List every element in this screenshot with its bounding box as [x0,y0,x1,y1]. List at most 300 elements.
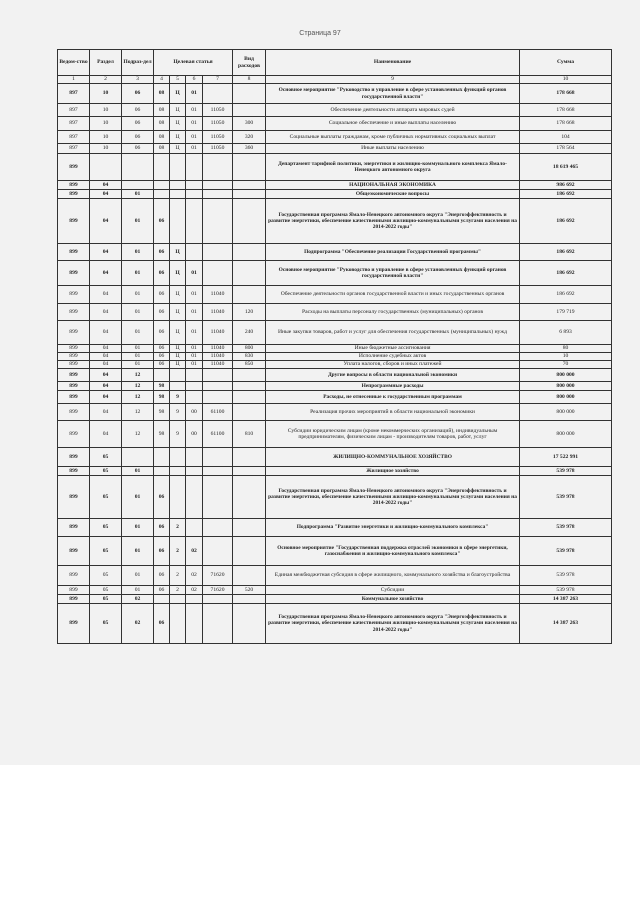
razdel-cell: 05 [90,604,122,644]
subprogram-cell: 9 [170,404,186,421]
subprogram-cell: Ц [170,361,186,369]
event-cell [186,199,203,244]
table-body [58,84,612,644]
sum-cell: 186 692 [520,261,612,286]
program-cell [154,190,170,199]
event-cell [186,244,203,261]
vid-cell [233,261,266,286]
podrazdel-cell: 12 [122,404,154,421]
name-cell: Другие вопросы в области национальной экономики [266,369,520,382]
subprogram-cell: 9 [170,421,186,448]
table-row [58,537,612,566]
page-number-label: Страница 97 [299,30,341,37]
ved-cell: 899 [58,181,90,190]
podrazdel-cell [122,154,154,181]
razdel-cell: 05 [90,448,122,467]
name-cell: Расходы на выплаты персоналу государственных (муниципальных) органов [266,304,520,321]
ved-cell: 899 [58,595,90,604]
name-cell: Государственная программа Ямало-Ненецкого автономного округа "Энергоэффективность и развитие энергетики, обеспечение качественными жилищно-коммунальными услугами населения на 2014-2022 годы" [266,476,520,519]
program-cell: 06 [154,604,170,644]
event-cell: 00 [186,421,203,448]
subprogram-cell: Ц [170,353,186,361]
ved-cell: 899 [58,519,90,537]
razdel-cell: 05 [90,467,122,476]
podrazdel-cell: 12 [122,382,154,391]
direction-cell: 11040 [203,286,233,304]
program-cell: 08 [154,117,170,131]
name-cell: Государственная программа Ямало-Ненецкого автономного округа "Энергоэффективность и развитие энергетики, обеспечение качественными жилищно-коммунальными услугами населения на 2014-2022 годы" [266,199,520,244]
subprogram-cell: 2 [170,586,186,595]
razdel-cell: 10 [90,117,122,131]
name-cell: Исполнение судебных актов [266,353,520,361]
vid-cell: 810 [233,421,266,448]
table-row [58,181,612,190]
event-cell [186,448,203,467]
table-header-row [58,50,612,76]
event-cell [186,181,203,190]
podrazdel-cell: 01 [122,199,154,244]
direction-cell [203,369,233,382]
sum-cell: 800 000 [520,391,612,404]
razdel-cell: 04 [90,345,122,353]
subprogram-cell [170,382,186,391]
ved-cell: 899 [58,199,90,244]
podrazdel-cell: 06 [122,131,154,144]
name-cell: ЖИЛИЩНО-КОММУНАЛЬНОЕ ХОЗЯЙСТВО [266,448,520,467]
sum-cell: 70 [520,361,612,369]
podrazdel-cell: 01 [122,566,154,586]
header-vid: Вид расходов [233,50,266,76]
table-row [58,595,612,604]
razdel-cell: 05 [90,537,122,566]
razdel-cell: 05 [90,476,122,519]
sum-cell: 6 893 [520,321,612,345]
program-cell [154,181,170,190]
sum-cell: 539 978 [520,467,612,476]
table-row [58,345,612,353]
podrazdel-cell: 01 [122,345,154,353]
sum-cell: 186 692 [520,244,612,261]
table-row [58,382,612,391]
sum-cell: 178 564 [520,144,612,154]
event-cell: 01 [186,117,203,131]
event-cell: 01 [186,131,203,144]
subprogram-cell [170,369,186,382]
program-cell: 06 [154,353,170,361]
sum-cell: 539 978 [520,566,612,586]
razdel-cell: 04 [90,244,122,261]
vid-cell [233,476,266,519]
ved-cell: 899 [58,261,90,286]
table-row [58,421,612,448]
name-cell: Субсидии юридическим лицам (кроме некоммерческих организаций), индивидуальным предпринимателям, физическим лицам - производителям товаров, работ, услуг [266,421,520,448]
vid-cell: 520 [233,586,266,595]
subprogram-cell: Ц [170,286,186,304]
direction-cell [203,595,233,604]
table-row [58,261,612,286]
event-cell: 01 [186,321,203,345]
vid-cell [233,519,266,537]
direction-cell: 11050 [203,117,233,131]
ved-cell: 899 [58,391,90,404]
razdel-cell: 04 [90,304,122,321]
vid-cell: 120 [233,304,266,321]
col-number: 5 [170,76,186,84]
name-cell: Основное мероприятие "Государственная поддержка отраслей экономики в сфере энергетики, газоснабжения и жилищно-коммунального комплекса" [266,537,520,566]
event-cell: 01 [186,286,203,304]
razdel-cell: 04 [90,421,122,448]
sum-cell: 14 387 263 [520,604,612,644]
event-cell [186,391,203,404]
table-row [58,586,612,595]
subprogram-cell [170,154,186,181]
program-cell: 06 [154,286,170,304]
direction-cell [203,467,233,476]
vid-cell [233,84,266,104]
subprogram-cell [170,448,186,467]
program-cell: 06 [154,199,170,244]
header-razdel: Раздел [90,50,122,76]
podrazdel-cell: 01 [122,476,154,519]
subprogram-cell: Ц [170,117,186,131]
razdel-cell: 04 [90,286,122,304]
razdel-cell: 04 [90,181,122,190]
event-cell: 01 [186,304,203,321]
subprogram-cell: 2 [170,537,186,566]
podrazdel-cell: 02 [122,604,154,644]
table-row [58,131,612,144]
podrazdel-cell: 01 [122,537,154,566]
event-cell [186,519,203,537]
name-cell: Подпрограмма "Обеспечение реализации Государственной программы" [266,244,520,261]
name-cell: Социальные выплаты гражданам, кроме публичных нормативных социальных выплат [266,131,520,144]
podrazdel-cell: 01 [122,519,154,537]
ved-cell: 899 [58,537,90,566]
subprogram-cell [170,181,186,190]
direction-cell: 11050 [203,131,233,144]
program-cell: 98 [154,421,170,448]
podrazdel-cell: 01 [122,261,154,286]
program-cell: 98 [154,404,170,421]
podrazdel-cell: 01 [122,304,154,321]
program-cell: 06 [154,537,170,566]
podrazdel-cell: 06 [122,104,154,117]
header-podrazdel: Подраз-дел [122,50,154,76]
program-cell: 06 [154,566,170,586]
name-cell: Иные выплаты населению [266,144,520,154]
ved-cell: 899 [58,353,90,361]
name-cell: Обеспечение деятельности аппарата мировых судей [266,104,520,117]
event-cell: 02 [186,586,203,595]
podrazdel-cell: 01 [122,244,154,261]
sum-cell: 800 000 [520,382,612,391]
event-cell [186,467,203,476]
podrazdel-cell: 01 [122,361,154,369]
subprogram-cell: Ц [170,144,186,154]
name-cell: Подпрограмма "Развитие энергетики и жилищно-коммунального комплекса" [266,519,520,537]
program-cell [154,448,170,467]
col-number: 1 [58,76,90,84]
razdel-cell: 04 [90,369,122,382]
table-row [58,104,612,117]
table-row [58,304,612,321]
name-cell: Государственная программа Ямало-Ненецкого автономного округа "Энергоэффективность и развитие энергетики, обеспечение качественными жилищно-коммунальными услугами населения на 2014-2022 годы" [266,604,520,644]
event-cell [186,382,203,391]
table-row [58,604,612,644]
table-row [58,566,612,586]
vid-cell [233,369,266,382]
program-cell: 06 [154,321,170,345]
sum-cell: 186 692 [520,199,612,244]
direction-cell [203,181,233,190]
vid-cell: 830 [233,353,266,361]
vid-cell [233,404,266,421]
vid-cell: 850 [233,361,266,369]
name-cell: Общеэкономические вопросы [266,190,520,199]
vid-cell [233,199,266,244]
table-row [58,361,612,369]
ved-cell: 899 [58,476,90,519]
program-cell: 06 [154,361,170,369]
vid-cell [233,448,266,467]
subprogram-cell [170,190,186,199]
sum-cell: 178 668 [520,104,612,117]
name-cell: Департамент тарифной политики, энергетики и жилищно-коммунального комплекса Ямало-Ненецкого автономного округа [266,154,520,181]
subprogram-cell [170,199,186,244]
vid-cell: 240 [233,321,266,345]
event-cell: 01 [186,104,203,117]
ved-cell: 899 [58,404,90,421]
direction-cell: 11040 [203,353,233,361]
name-cell: Иные бюджетные ассигнования [266,345,520,353]
event-cell [186,476,203,519]
program-cell: 06 [154,476,170,519]
table-row [58,154,612,181]
subprogram-cell: 9 [170,391,186,404]
razdel-cell: 10 [90,104,122,117]
ved-cell: 899 [58,586,90,595]
program-cell: 08 [154,144,170,154]
col-number: 6 [186,76,203,84]
podrazdel-cell: 01 [122,286,154,304]
col-number: 8 [233,76,266,84]
subprogram-cell: Ц [170,345,186,353]
razdel-cell: 05 [90,595,122,604]
table-row [58,476,612,519]
sum-cell: 539 978 [520,519,612,537]
razdel-cell: 05 [90,519,122,537]
podrazdel-cell [122,181,154,190]
direction-cell [203,84,233,104]
table-row [58,404,612,421]
table-row [58,467,612,476]
sum-cell: 186 692 [520,286,612,304]
name-cell: Реализация прочих мероприятий в области национальной экономики [266,404,520,421]
direction-cell: 61100 [203,404,233,421]
razdel-cell: 05 [90,586,122,595]
name-cell: Социальное обеспечение и иные выплаты населению [266,117,520,131]
event-cell: 02 [186,566,203,586]
ved-cell: 899 [58,361,90,369]
direction-cell [203,519,233,537]
subprogram-cell: Ц [170,321,186,345]
event-cell: 01 [186,84,203,104]
direction-cell [203,391,233,404]
direction-cell: 11040 [203,304,233,321]
budget-table [57,49,612,644]
direction-cell: 71620 [203,586,233,595]
razdel-cell: 04 [90,382,122,391]
event-cell: 01 [186,144,203,154]
direction-cell: 11050 [203,144,233,154]
subprogram-cell: 2 [170,566,186,586]
event-cell [186,369,203,382]
ved-cell: 899 [58,604,90,644]
podrazdel-cell: 01 [122,321,154,345]
col-number: 3 [122,76,154,84]
subprogram-cell [170,476,186,519]
table-row [58,190,612,199]
event-cell: 01 [186,353,203,361]
direction-cell [203,154,233,181]
sum-cell: 179 719 [520,304,612,321]
event-cell [186,595,203,604]
program-cell: 06 [154,519,170,537]
name-cell: Обеспечение деятельности органов государственной власти и иных государственных органов [266,286,520,304]
vid-cell [233,244,266,261]
razdel-cell: 04 [90,404,122,421]
podrazdel-cell: 12 [122,391,154,404]
program-cell: 08 [154,84,170,104]
vid-cell [233,154,266,181]
table-row [58,448,612,467]
podrazdel-cell: 06 [122,84,154,104]
sum-cell: 539 978 [520,537,612,566]
program-cell [154,467,170,476]
ved-cell: 899 [58,154,90,181]
podrazdel-cell: 12 [122,421,154,448]
ved-cell: 899 [58,448,90,467]
name-cell: Расходы, не отнесенные к государственным программам [266,391,520,404]
sum-cell: 80 [520,345,612,353]
sum-cell: 18 619 465 [520,154,612,181]
direction-cell: 11050 [203,104,233,117]
podrazdel-cell: 01 [122,467,154,476]
podrazdel-cell: 06 [122,117,154,131]
event-cell: 01 [186,261,203,286]
event-cell: 01 [186,361,203,369]
name-cell: Жилищное хозяйство [266,467,520,476]
column-number-row [58,76,612,84]
table-row [58,84,612,104]
header-celevaya: Целевая статья [154,50,233,76]
program-cell: 06 [154,244,170,261]
ved-cell: 899 [58,244,90,261]
podrazdel-cell: 06 [122,144,154,154]
ved-cell: 899 [58,566,90,586]
podrazdel-cell [122,448,154,467]
razdel-cell: 04 [90,199,122,244]
vid-cell [233,181,266,190]
vid-cell [233,190,266,199]
ved-cell: 899 [58,421,90,448]
program-cell: 08 [154,131,170,144]
direction-cell: 11040 [203,345,233,353]
table-row [58,391,612,404]
direction-cell [203,476,233,519]
name-cell: Уплата налогов, сборов и иных платежей [266,361,520,369]
table-row [58,244,612,261]
sum-cell: 10 [520,353,612,361]
program-cell [154,595,170,604]
table-row [58,519,612,537]
program-cell: 98 [154,382,170,391]
direction-cell [203,199,233,244]
col-number: 2 [90,76,122,84]
ved-cell: 897 [58,117,90,131]
event-cell [186,154,203,181]
program-cell: 06 [154,345,170,353]
razdel-cell: 04 [90,261,122,286]
ved-cell: 899 [58,286,90,304]
name-cell: Единая межбюджетная субсидия в сфере жилищного, коммунального хозяйства и благоустройства [266,566,520,586]
sum-cell: 539 978 [520,586,612,595]
name-cell: НАЦИОНАЛЬНАЯ ЭКОНОМИКА [266,181,520,190]
razdel-cell: 04 [90,391,122,404]
col-number: 7 [203,76,233,84]
direction-cell: 71620 [203,566,233,586]
razdel-cell: 10 [90,84,122,104]
program-cell: 06 [154,261,170,286]
table-row [58,353,612,361]
program-cell: 06 [154,586,170,595]
ved-cell: 899 [58,467,90,476]
sum-cell: 800 000 [520,404,612,421]
ved-cell: 897 [58,144,90,154]
vid-cell: 360 [233,144,266,154]
vid-cell [233,566,266,586]
table-row [58,286,612,304]
ved-cell: 897 [58,84,90,104]
podrazdel-cell: 01 [122,586,154,595]
razdel-cell: 10 [90,131,122,144]
ved-cell: 899 [58,304,90,321]
ved-cell: 899 [58,321,90,345]
podrazdel-cell: 01 [122,190,154,199]
direction-cell [203,261,233,286]
ved-cell: 899 [58,369,90,382]
razdel-cell: 04 [90,321,122,345]
direction-cell: 61100 [203,421,233,448]
vid-cell [233,604,266,644]
program-cell [154,369,170,382]
vid-cell [233,286,266,304]
direction-cell: 11040 [203,321,233,345]
sum-cell: 178 668 [520,84,612,104]
subprogram-cell: Ц [170,131,186,144]
ved-cell: 899 [58,345,90,353]
direction-cell [203,190,233,199]
razdel-cell [90,154,122,181]
name-cell: Основное мероприятие "Руководство и управление в сфере установленных функций органов государственной власти" [266,84,520,104]
subprogram-cell: Ц [170,244,186,261]
direction-cell [203,382,233,391]
program-cell [154,154,170,181]
subprogram-cell: 2 [170,519,186,537]
ved-cell: 899 [58,190,90,199]
vid-cell [233,382,266,391]
razdel-cell: 04 [90,190,122,199]
